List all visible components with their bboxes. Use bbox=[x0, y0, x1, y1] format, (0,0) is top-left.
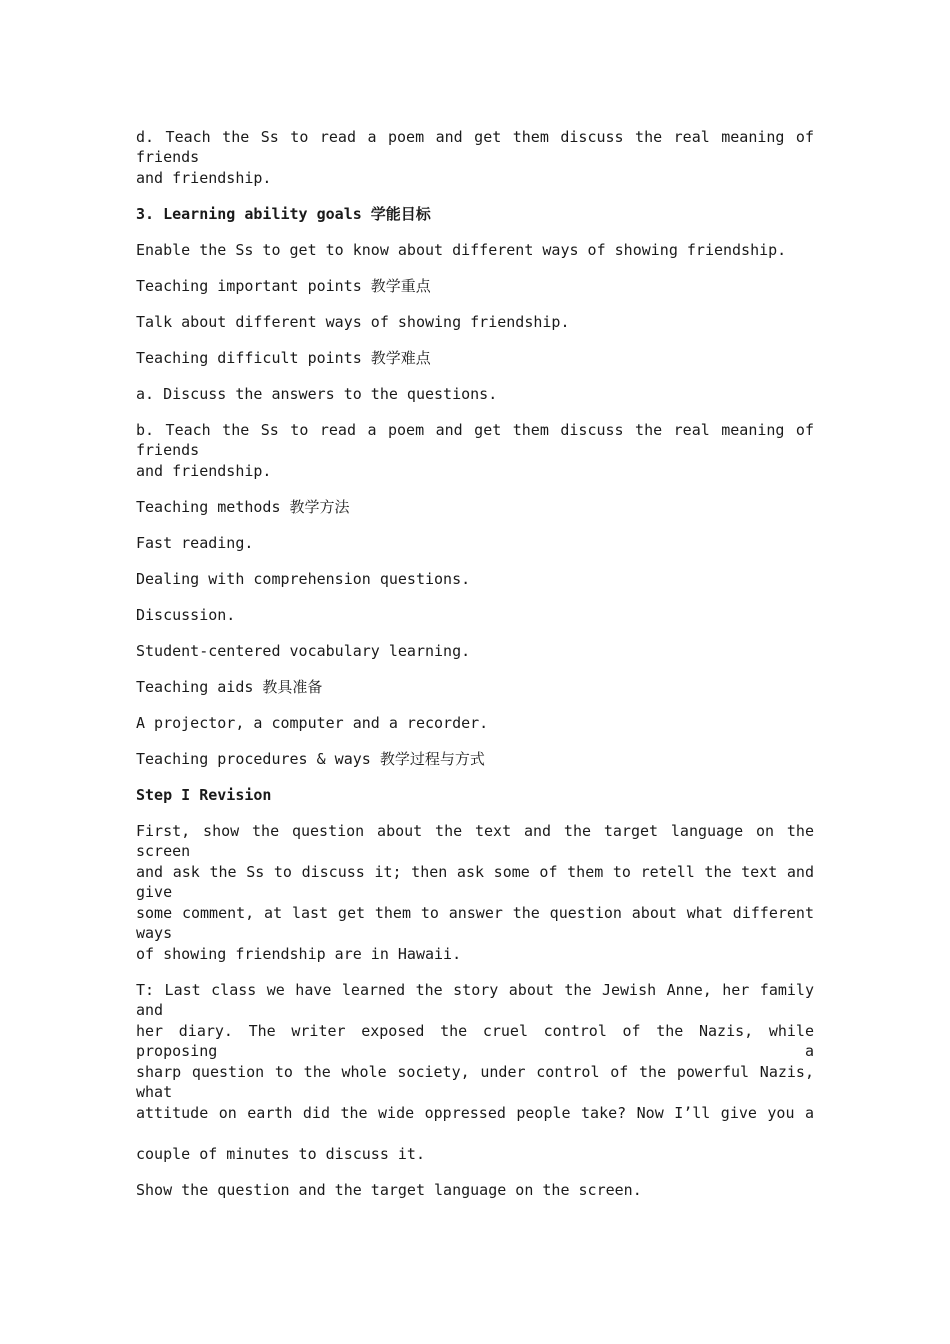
heading-teaching-methods: Teaching methods 教学方法 bbox=[136, 498, 350, 516]
revision-paragraph-line: First, show the question about the text and the target language on the screen bbox=[136, 822, 814, 860]
heading-important-points: Teaching important points 教学重点 bbox=[136, 277, 431, 295]
heading-teaching-aids: Teaching aids 教具准备 bbox=[136, 678, 323, 696]
objective-d-line-2: and friendship. bbox=[136, 169, 272, 187]
teacher-talk-line: T: Last class we have learned the story about the Jewish Anne, her family and bbox=[136, 981, 814, 1019]
heading-difficult-points: Teaching difficult points 教学难点 bbox=[136, 349, 431, 367]
heading-teaching-procedures: Teaching procedures & ways 教学过程与方式 bbox=[136, 750, 485, 768]
method-item: Dealing with comprehension questions. bbox=[136, 570, 471, 588]
method-item: Fast reading. bbox=[136, 534, 254, 552]
teaching-aids-text: A projector, a computer and a recorder. bbox=[136, 714, 489, 732]
difficult-point-b-line-2: and friendship. bbox=[136, 462, 272, 480]
teacher-talk-line: attitude on earth did the wide oppressed people take? Now I’ll give you a bbox=[136, 1104, 814, 1122]
difficult-point-a: a. Discuss the answers to the questions. bbox=[136, 385, 498, 403]
heading-step-1-revision: Step I Revision bbox=[136, 786, 272, 804]
teacher-talk-line: couple of minutes to discuss it. bbox=[136, 1145, 425, 1163]
method-item: Student-centered vocabulary learning. bbox=[136, 642, 471, 660]
revision-paragraph-line: some comment, at last get them to answer the question about what different ways bbox=[136, 904, 814, 942]
teacher-talk-line: her diary. The writer exposed the cruel control of the Nazis, while proposing a bbox=[136, 1022, 814, 1060]
method-item: Discussion. bbox=[136, 606, 236, 624]
learning-ability-goal-text: Enable the Ss to get to know about different ways of showing friendship. bbox=[136, 241, 787, 259]
instruction-line: Show the question and the target language on the screen. bbox=[136, 1181, 642, 1199]
heading-learning-ability-goals: 3. Learning ability goals 学能目标 bbox=[136, 205, 431, 223]
revision-paragraph-line: of showing friendship are in Hawaii. bbox=[136, 945, 462, 963]
teacher-talk-line: sharp question to the whole society, under control of the powerful Nazis, what bbox=[136, 1063, 814, 1101]
objective-d-line-1: d. Teach the Ss to read a poem and get them discuss the real meaning of friends bbox=[136, 128, 814, 166]
important-points-text: Talk about different ways of showing friendship. bbox=[136, 313, 570, 331]
revision-paragraph-line: and ask the Ss to discuss it; then ask some of them to retell the text and give bbox=[136, 863, 814, 901]
difficult-point-b-line-1: b. Teach the Ss to read a poem and get them discuss the real meaning of friends bbox=[136, 421, 814, 459]
